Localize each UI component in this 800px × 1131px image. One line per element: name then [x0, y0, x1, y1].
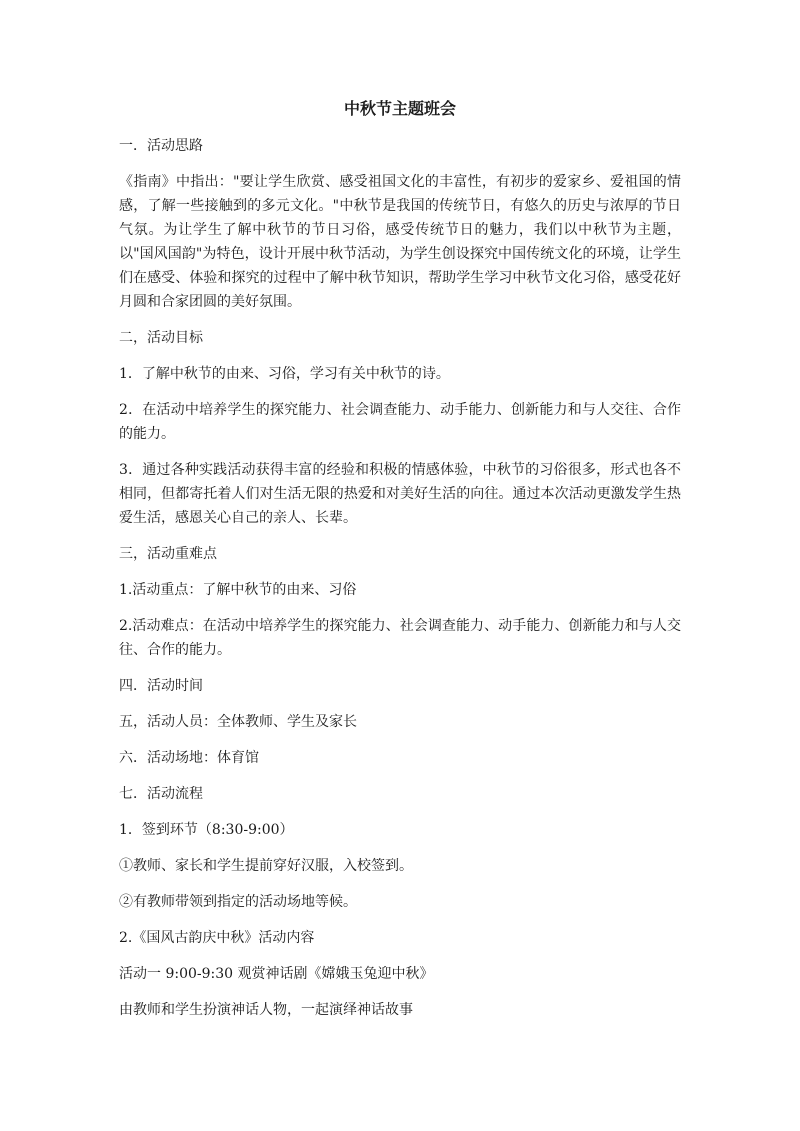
process-subitem-2: ②有教师带领到指定的活动场地等候。: [119, 894, 357, 910]
process-item-content: 2.《国风古韵庆中秋》活动内容: [119, 930, 315, 946]
section-heading-activity-idea: 一．活动思路: [119, 138, 203, 154]
document-body: [119, 134, 681, 1034]
goal-item-3: 3．通过各种实践活动获得丰富的经验和积极的情感体验，中秋节的习俗很多，形式也各不相同，但都寄托着人们对生活无限的热爱和对美好生活的向往。通过本次活动更激发学生热爱生活，感恩关心自己的亲人、长辈。: [119, 462, 681, 526]
process-subitem-1: ①教师、家长和学生提前穿好汉服，入校签到。: [119, 858, 413, 874]
section-heading-process: 七．活动流程: [119, 786, 203, 802]
section-heading-activity-time: 四．活动时间: [119, 678, 203, 694]
goal-item-1: 1．了解中秋节的由来、习俗，学习有关中秋节的诗。: [119, 366, 450, 382]
document-title: 中秋节主题班会: [343, 99, 456, 118]
key-point-item: 1.活动重点：了解中秋节的由来、习俗: [119, 582, 357, 598]
section-heading-activity-goals: 二，活动目标: [119, 330, 203, 346]
section-heading-venue: 六．活动场地：体育馆: [119, 750, 259, 766]
section-heading-key-points: 三，活动重难点: [119, 546, 217, 562]
activity-one-line: 活动一 9:00-9:30 观赏神话剧《嫦娥玉兔迎中秋》: [119, 966, 434, 982]
goal-item-2: 2．在活动中培养学生的探究能力、社会调查能力、动手能力、创新能力和与人交往、合作的能力。: [119, 402, 681, 442]
section-heading-participants: 五，活动人员：全体教师、学生及家长: [119, 714, 357, 730]
paragraph-activity-idea: 《指南》中指出："要让学生欣赏、感受祖国文化的丰富性，有初步的爱家乡、爱祖国的情感，了解一些接触到的多元文化。"中秋节是我国的传统节日，有悠久的历史与浓厚的节日气氛。为让学生了解中秋节的节日习俗，感受传统节日的魅力，我们以中秋节为主题，以"国风国韵"为特色，设计开展中秋节活动，为学生创设探究中国传统文化的环境，让学生们在感受、体验和探究的过程中了解中秋节知识，帮助学生学习中秋节文化习俗，感受花好月圆和合家团圆的美好氛围。: [119, 174, 681, 310]
process-item-signin: 1．签到环节（8:30-9:00）: [119, 822, 294, 838]
activity-one-description: 由教师和学生扮演神话人物，一起演绎神话故事: [119, 1002, 413, 1018]
difficulty-item: 2.活动难点：在活动中培养学生的探究能力、社会调查能力、动手能力、创新能力和与人交往、合作的能力。: [119, 618, 681, 658]
